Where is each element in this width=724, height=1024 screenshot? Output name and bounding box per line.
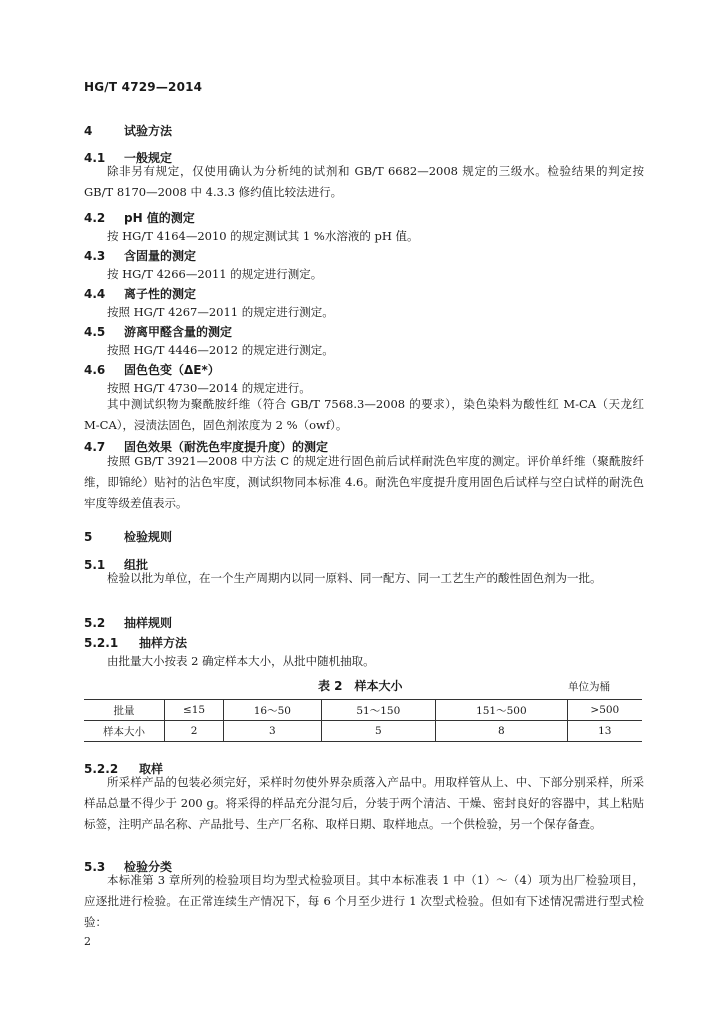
table-row-sample-size [84,721,642,742]
section-4-6-text-2: 其中测试织物为聚酰胺纤维（符合 GB/T 7568.3—2008 的要求），染色染料为酸性红 M-CA（天龙红 M-CA），浸渍法固色，固色剂浓度为 2 %（owf）。 [84,397,644,432]
section-5-2-1-heading: 5.2.1 抽样方法 [84,636,188,650]
section-5-1-heading: 5.1 组批 [84,558,149,572]
section-4-1-text: 除非另有规定，仅使用确认为分析纯的试剂和 GB/T 6682—2008 规定的三级水。检验结果的判定按 GB/T 8170—2008 中 4.3.3 修约值比较法进行。 [84,164,644,199]
table-cell: 3 [224,721,322,742]
table-cell: >500 [567,700,642,721]
table-cell: 16～50 [224,700,322,721]
standard-header: HG/T 4729—2014 [84,80,203,94]
sample-size-table [84,699,642,742]
section-5-2-2-heading: 5.2.2 取样 [84,762,164,776]
table-cell: 8 [436,721,568,742]
section-5-3-heading: 5.3 检验分类 [84,860,173,874]
section-4-1-heading: 4.1 一般规定 [84,151,173,165]
section-4-heading: 4 试验方法 [84,124,173,138]
section-5-heading: 5 检验规则 [84,530,173,544]
section-4-2-heading: 4.2 pH 值的测定 [84,211,195,225]
section-4-6-heading: 4.6 固色色变（ΔE*） [84,363,220,377]
section-4-2-text: 按 HG/T 4164—2010 的规定测试其 1 %水溶液的 pH 值。 [107,229,419,243]
table-unit: 单位为桶 [568,681,610,693]
table-cell: 13 [567,721,642,742]
table-cell: 样本大小 [84,721,165,742]
table-row-batch [84,700,642,721]
table-cell: 批量 [84,700,165,721]
page-number: 2 [84,935,91,948]
table-caption: 表 2 样本大小 [318,679,403,693]
table-cell: 5 [321,721,436,742]
section-4-4-text: 按照 HG/T 4267—2011 的规定进行测定。 [107,305,334,319]
section-4-5-heading: 4.5 游离甲醛含量的测定 [84,325,233,339]
table-cell: 151～500 [436,700,568,721]
section-4-4-heading: 4.4 离子性的测定 [84,287,197,301]
section-4-5-text: 按照 HG/T 4446—2012 的规定进行测定。 [107,343,334,357]
table-cell: 2 [165,721,224,742]
section-5-3-text: 本标准第 3 章所列的检验项目均为型式检验项目。其中本标准表 1 中（1）～（4）项为出厂检验项目，应逐批进行检验。在正常连续生产情况下，每 6 个月至少进行 1 次型式检验。但如有下述情况需进行型式检验： [84,873,644,929]
section-4-3-heading: 4.3 含固量的测定 [84,249,197,263]
section-5-2-2-text: 所采样产品的包装必须完好，采样时勿使外界杂质落入产品中。用取样管从上、中、下部分别采样，所采样品总量不得少于 200 g。将采得的样品充分混匀后，分装于两个清洁、干燥、密封良好的容器中，其上粘贴标签，注明产品名称、产品批号、生产厂名称、取样日期、取样地点。一个供检验，另一个保存备查。 [84,775,644,831]
table-cell: ≤15 [165,700,224,721]
section-5-1-text: 检验以批为单位，在一个生产周期内以同一原料、同一配方、同一工艺生产的酸性固色剂为一批。 [107,571,602,585]
section-4-7-heading: 4.7 固色效果（耐洗色牢度提升度）的测定 [84,440,329,454]
table-cell: 51～150 [321,700,436,721]
section-5-2-1-text: 由批量大小按表 2 确定样本大小，从批中随机抽取。 [107,654,375,668]
section-4-7-text: 按照 GB/T 3921—2008 中方法 C 的规定进行固色前后试样耐洗色牢度的测定。评价单纤维（聚酰胺纤维，即锦纶）贴衬的沾色牢度，测试织物同本标准 4.6。耐洗色牢度提升度用固色后试样与空白试样的耐洗色牢度等级差值表示。 [84,454,644,510]
section-4-3-text: 按 HG/T 4266—2011 的规定进行测定。 [107,267,323,281]
section-4-6-text: 按照 HG/T 4730—2014 的规定进行。 [107,381,311,395]
section-5-2-heading: 5.2 抽样规则 [84,616,173,630]
